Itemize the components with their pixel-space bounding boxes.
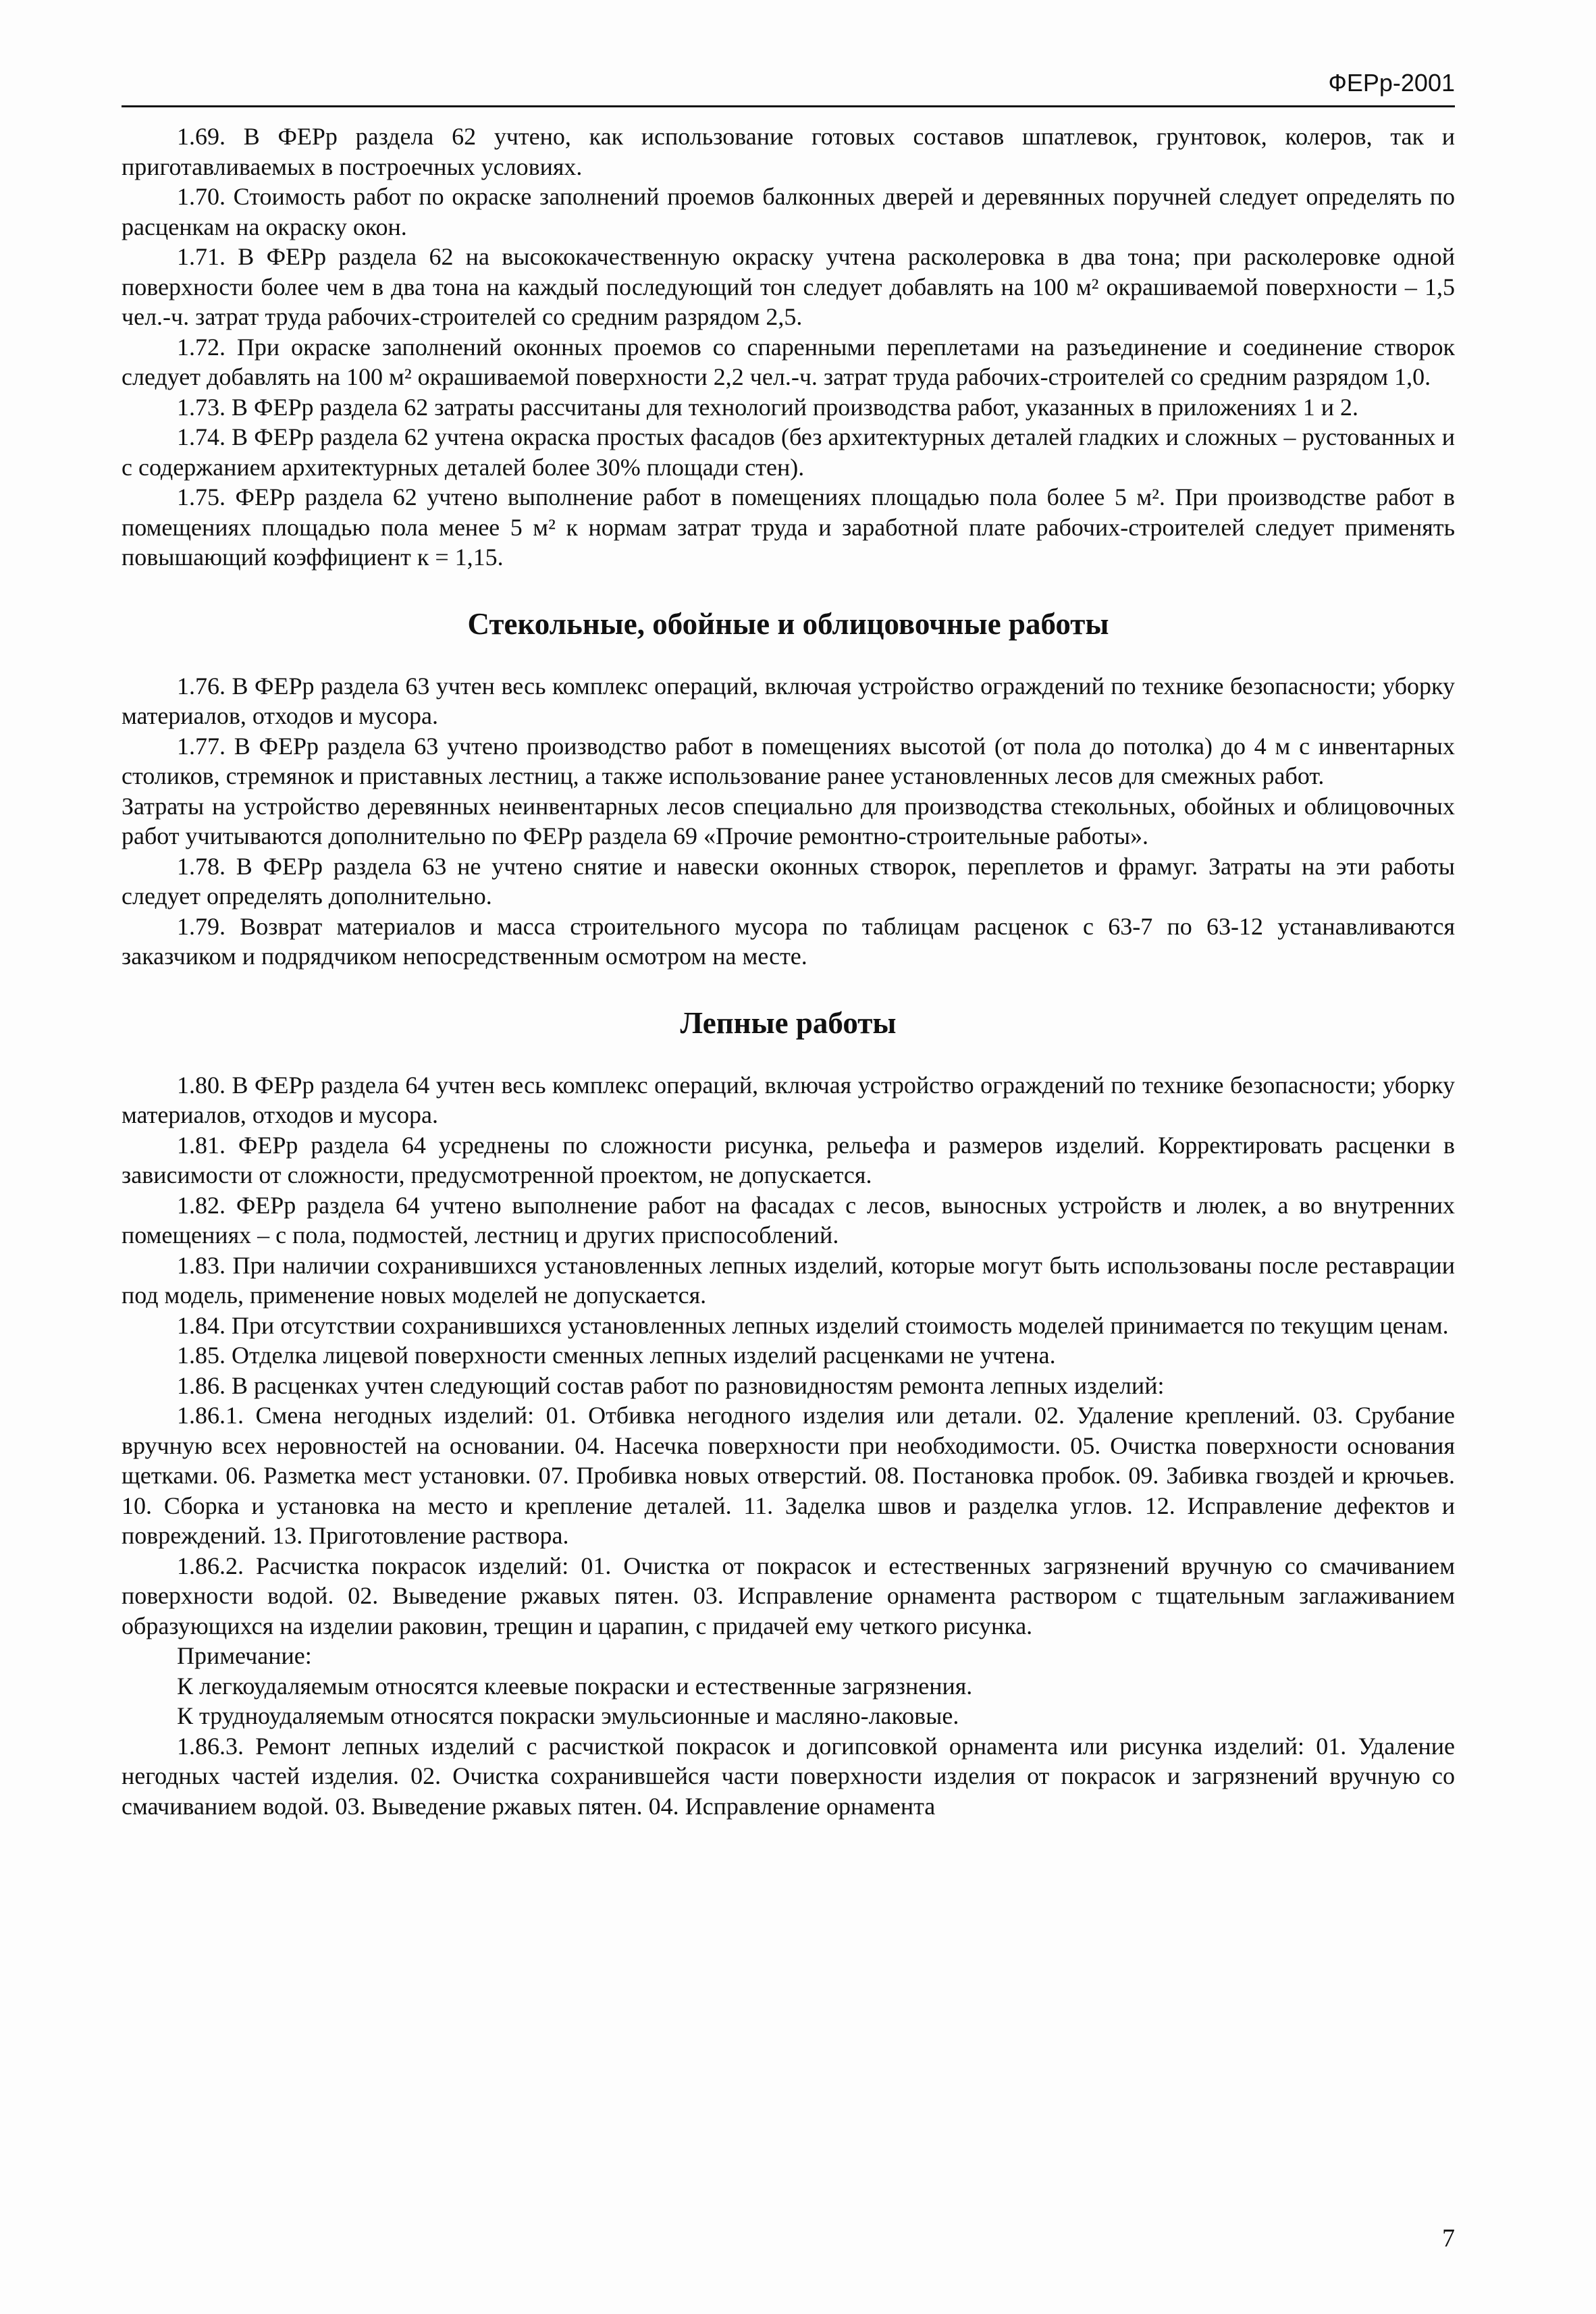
paragraph-1-81: 1.81. ФЕРр раздела 64 усреднены по сложности рисунка, рельефа и размеров изделий. Корректировать расценки в зависимости от сложности, предусмотренной проектом, не допускается. bbox=[122, 1131, 1455, 1188]
paragraph-1-82: 1.82. ФЕРр раздела 64 учтено выполнение работ на фасадах с лесов, выносных устройств и люлек, а во внутренних помещениях – с пола, подмостей, лестниц и других приспособлений. bbox=[122, 1191, 1455, 1248]
paragraph-1-80: 1.80. В ФЕРр раздела 64 учтен весь комплекс операций, включая устройство ограждений по технике безопасности; уборку материалов, отходов и мусора. bbox=[122, 1071, 1455, 1128]
paragraph-1-78: 1.78. В ФЕРр раздела 63 не учтено снятие и навески оконных створок, переплетов и фрамуг. Затраты на эти работы следует определять дополнительно. bbox=[122, 852, 1455, 910]
section-heading-stucco: Лепные работы bbox=[680, 1005, 897, 1040]
paragraph-scaffolding-costs: Затраты на устройство деревянных неинвентарных лесов специально для производства стекольных, обойных и облицовочных работ учитываются дополнительно по ФЕРр раздела 69 «Прочие ремонтно-строительные работы». bbox=[122, 792, 1455, 849]
paragraph-1-84: 1.84. При отсутствии сохранившихся установленных лепных изделий стоимость моделей принимается по текущим ценам. bbox=[177, 1311, 1449, 1339]
paragraph-1-73: 1.73. В ФЕРр раздела 62 затраты рассчитаны для технологий производства работ, указанных в приложениях 1 и 2. bbox=[177, 393, 1358, 421]
section-stucco-items bbox=[122, 1070, 1455, 1822]
paragraph-1-86: 1.86. В расценках учтен следующий состав работ по разновидностям ремонта лепных изделий: bbox=[177, 1371, 1165, 1399]
paragraph-1-86-2: 1.86.2. Расчистка покрасок изделий: 01. Очистка от покрасок и естественных загрязнений вручную со смачиванием поверхности водой. 02. Выведение ржавых пятен. 03. Исправление орнамента раствором с тщательным заглаживанием образующихся на изделии раковин, трещин и царапин, с придачей ему четкого рисунка. bbox=[122, 1552, 1455, 1639]
paragraph-1-85: 1.85. Отделка лицевой поверхности сменных лепных изделий расценками не учтена. bbox=[177, 1342, 1056, 1369]
paragraph-1-76: 1.76. В ФЕРр раздела 63 учтен весь комплекс операций, включая устройство ограждений по технике безопасности; уборку материалов, отходов и мусора. bbox=[122, 672, 1455, 729]
section-glazing-items bbox=[122, 671, 1455, 972]
section-paint-items bbox=[122, 122, 1455, 573]
section-heading-glazing: Стекольные, обойные и облицовочные работы bbox=[467, 606, 1109, 641]
running-header: ФЕРр-2001 bbox=[1328, 69, 1455, 97]
header-rule bbox=[122, 105, 1455, 107]
paragraph-1-71: 1.71. В ФЕРр раздела 62 на высококачественную окраску учтена расколеровка в два тона; при расколеровке одной поверхности более чем в два тона на каждый последующий тон следует добавлять на 100 м² окрашиваемой поверхности – 1,5 чел.-ч. затрат труда рабочих-строителей со средним разрядом 2,5. bbox=[122, 243, 1455, 330]
document-body bbox=[122, 122, 1455, 1821]
paragraph-1-77: 1.77. В ФЕРр раздела 63 учтено производство работ в помещениях высотой (от пола до потолка) до 4 м с инвентарных столиков, стремянок и приставных лестниц, а также использование ранее установленных лесов для смежных работ. bbox=[122, 732, 1455, 789]
paragraph-1-69: 1.69. В ФЕРр раздела 62 учтено, как использование готовых составов шпатлевок, грунтовок, колеров, так и приготавливаемых в построечных условиях. bbox=[122, 123, 1455, 180]
paragraph-1-70: 1.70. Стоимость работ по окраске заполнений проемов балконных дверей и деревянных поручней следует определять по расценкам на окраску окон. bbox=[122, 183, 1455, 240]
note-hard-removal: К трудноудаляемым относятся покраски эмульсионные и масляно-лаковые. bbox=[177, 1702, 959, 1729]
page-number: 7 bbox=[1442, 2224, 1455, 2253]
paragraph-1-79: 1.79. Возврат материалов и масса строительного мусора по таблицам расценок с 63-7 по 63-12 устанавливаются заказчиком и подрядчиком непосредственным осмотром на месте. bbox=[122, 912, 1455, 970]
note-label: Примечание: bbox=[177, 1642, 312, 1669]
paragraph-1-72: 1.72. При окраске заполнений оконных проемов со спаренными переплетами на разъединение и соединение створок следует добавлять на 100 м² окрашиваемой поверхности 2,2 чел.-ч. затрат труда рабочих-строителей со средним разрядом 1,0. bbox=[122, 333, 1455, 390]
paragraph-1-83: 1.83. При наличии сохранившихся установленных лепных изделий, которые могут быть использованы после реставрации под модель, применение новых моделей не допускается. bbox=[122, 1251, 1455, 1309]
note-easy-removal: К легкоудаляемым относятся клеевые покраски и естественные загрязнения. bbox=[177, 1672, 973, 1700]
paragraph-1-75: 1.75. ФЕРр раздела 62 учтено выполнение работ в помещениях площадью пола более 5 м². При производстве работ в помещениях площадью пола менее 5 м² к нормам затрат труда и заработной плате рабочих-строителей следует применять повышающий коэффициент к = 1,15. bbox=[122, 483, 1455, 571]
paragraph-1-74: 1.74. В ФЕРр раздела 62 учтена окраска простых фасадов (без архитектурных деталей гладких и сложных – рустованных и с содержанием архитектурных деталей более 30% площади стен). bbox=[122, 423, 1455, 481]
paragraph-1-86-3: 1.86.3. Ремонт лепных изделий с расчисткой покрасок и догипсовкой орнамента или рисунка изделий: 01. Удаление негодных частей изделия. 02. Очистка сохранившейся части поверхности изделия от покрасок и загрязнений вручную со смачиванием водой. 03. Выведение ржавых пятен. 04. Исправление орнамента bbox=[122, 1732, 1455, 1820]
paragraph-1-86-1: 1.86.1. Смена негодных изделий: 01. Отбивка негодного изделия или детали. 02. Удаление креплений. 03. Срубание вручную всех неровностей на основании. 04. Насечка поверхности при необходимости. 05. Очистка поверхности основания щетками. 06. Разметка мест установки. 07. Пробивка новых отверстий. 08. Постановка пробок. 09. Забивка гвоздей и крючьев. 10. Сборка и установка на место и крепление деталей. 11. Заделка швов и разделка углов. 12. Исправление дефектов и повреждений. 13. Приготовление раствора. bbox=[122, 1402, 1455, 1549]
